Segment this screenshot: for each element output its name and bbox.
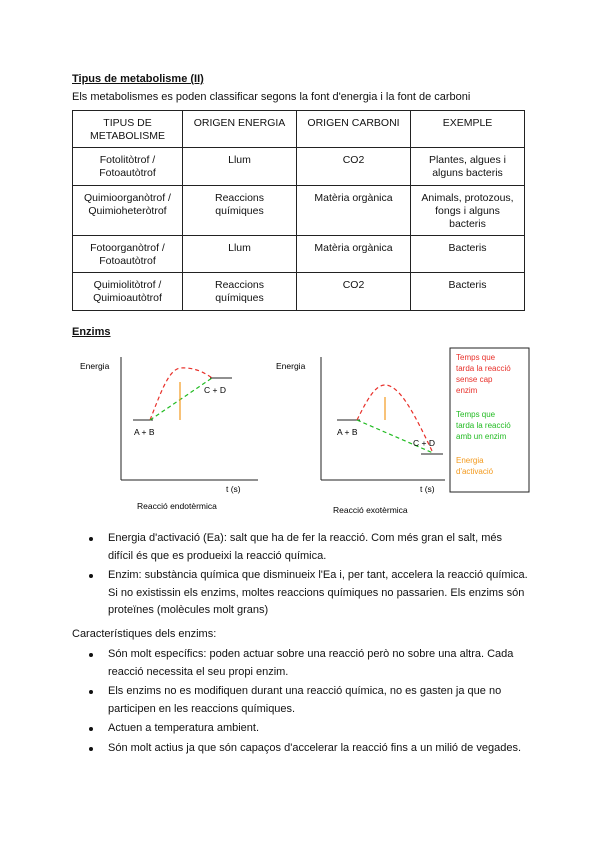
table-cell: CO2 xyxy=(297,273,411,311)
chart-caption: Reacció exotèrmica xyxy=(333,505,408,515)
section-title-enzymes: Enzims xyxy=(72,326,111,338)
table-row xyxy=(73,186,525,236)
characteristics-title: Característiques dels enzims: xyxy=(72,628,217,640)
table-cell: Fotoorganòtrof / Fotoautòtrof xyxy=(73,236,183,273)
uncatalyzed-curve xyxy=(150,368,212,420)
list-item: Energia d'activació (Ea): salt que ha de fer la reacció. Com més gran el salt, més difícil és que es produeixi la reacció química. xyxy=(108,530,528,565)
enzyme-energy-figure xyxy=(0,335,600,525)
enzyme-definitions-list xyxy=(108,530,528,622)
table-cell: Bacteris xyxy=(411,236,525,273)
catalyzed-line xyxy=(150,378,212,420)
table-header-cell: EXEMPLE xyxy=(411,111,525,148)
table-cell: Fotolitòtrof / Fotoautòtrof xyxy=(73,148,183,186)
y-axis-label: Energia xyxy=(276,361,306,371)
table-cell: Llum xyxy=(183,148,297,186)
start-label: A + B xyxy=(134,427,155,437)
list-item: Actuen a temperatura ambient. xyxy=(108,720,538,738)
legend-green-line: Temps que xyxy=(456,410,496,419)
table-cell: CO2 xyxy=(297,148,411,186)
x-axis-label: t (s) xyxy=(420,484,435,494)
x-axis-label: t (s) xyxy=(226,484,241,494)
table-header-cell: ORIGEN ENERGIA xyxy=(183,111,297,148)
section-title-metabolism: Tipus de metabolisme (II) xyxy=(72,73,204,85)
table-cell: Reaccions químiques xyxy=(183,186,297,236)
legend-orange-line: Energia xyxy=(456,456,484,465)
legend-red-line: sense cap xyxy=(456,375,493,384)
intro-text: Els metabolismes es poden classificar segons la font d'energia i la font de carboni xyxy=(72,91,471,103)
table-cell: Llum xyxy=(183,236,297,273)
end-label: C + D xyxy=(413,438,435,448)
list-item: Són molt actius ja que són capaços d'accelerar la reacció fins a un milió de vegades. xyxy=(108,740,538,758)
legend-orange-line: d'activació xyxy=(456,467,494,476)
table-cell: Quimioorganòtrof / Quimioheteròtrof xyxy=(73,186,183,236)
legend-green-line: tarda la reacció xyxy=(456,421,511,430)
legend-red-line: enzim xyxy=(456,386,478,395)
end-label: C + D xyxy=(204,385,226,395)
table-row xyxy=(73,236,525,273)
table-cell: Bacteris xyxy=(411,273,525,311)
enzyme-characteristics-list xyxy=(108,646,538,759)
chart-caption: Reacció endotèrmica xyxy=(137,501,217,511)
list-item: Enzim: substància química que disminueix l'Ea i, per tant, accelera la reacció química. Si no existissin els enzims, moltes reaccions químiques no passarien. Els enzims són proteïnes (molècules molt grans) xyxy=(108,567,528,620)
table-row xyxy=(73,273,525,311)
endothermic-chart xyxy=(80,357,258,511)
legend-red-line: Temps que xyxy=(456,353,496,362)
legend-red-line: tarda la reacció xyxy=(456,364,511,373)
metabolism-table xyxy=(72,110,525,311)
start-label: A + B xyxy=(337,427,358,437)
table-header-cell: TIPUS DE METABOLISME xyxy=(73,111,183,148)
table-header-cell: ORIGEN CARBONI xyxy=(297,111,411,148)
table-cell: Matèria orgànica xyxy=(297,186,411,236)
table-header-row xyxy=(73,111,525,148)
list-item: Els enzims no es modifiquen durant una reacció química, no es gasten ja que no participen en les reaccions químiques. xyxy=(108,683,538,718)
list-item: Són molt específics: poden actuar sobre una reacció però no sobre una altra. Cada reacció necessita el seu propi enzim. xyxy=(108,646,538,681)
catalyzed-line xyxy=(357,420,433,453)
table-row xyxy=(73,148,525,186)
table-cell: Reaccions químiques xyxy=(183,273,297,311)
figure-legend xyxy=(450,348,529,492)
table-cell: Matèria orgànica xyxy=(297,236,411,273)
table-cell: Quimiolitòtrof / Quimioautòtrof xyxy=(73,273,183,311)
legend-green-line: amb un enzim xyxy=(456,432,507,441)
y-axis-label: Energia xyxy=(80,361,110,371)
exothermic-chart xyxy=(276,357,445,515)
table-cell: Plantes, algues i alguns bacteris xyxy=(411,148,525,186)
table-cell: Animals, protozous, fongs i alguns bacteris xyxy=(411,186,525,236)
